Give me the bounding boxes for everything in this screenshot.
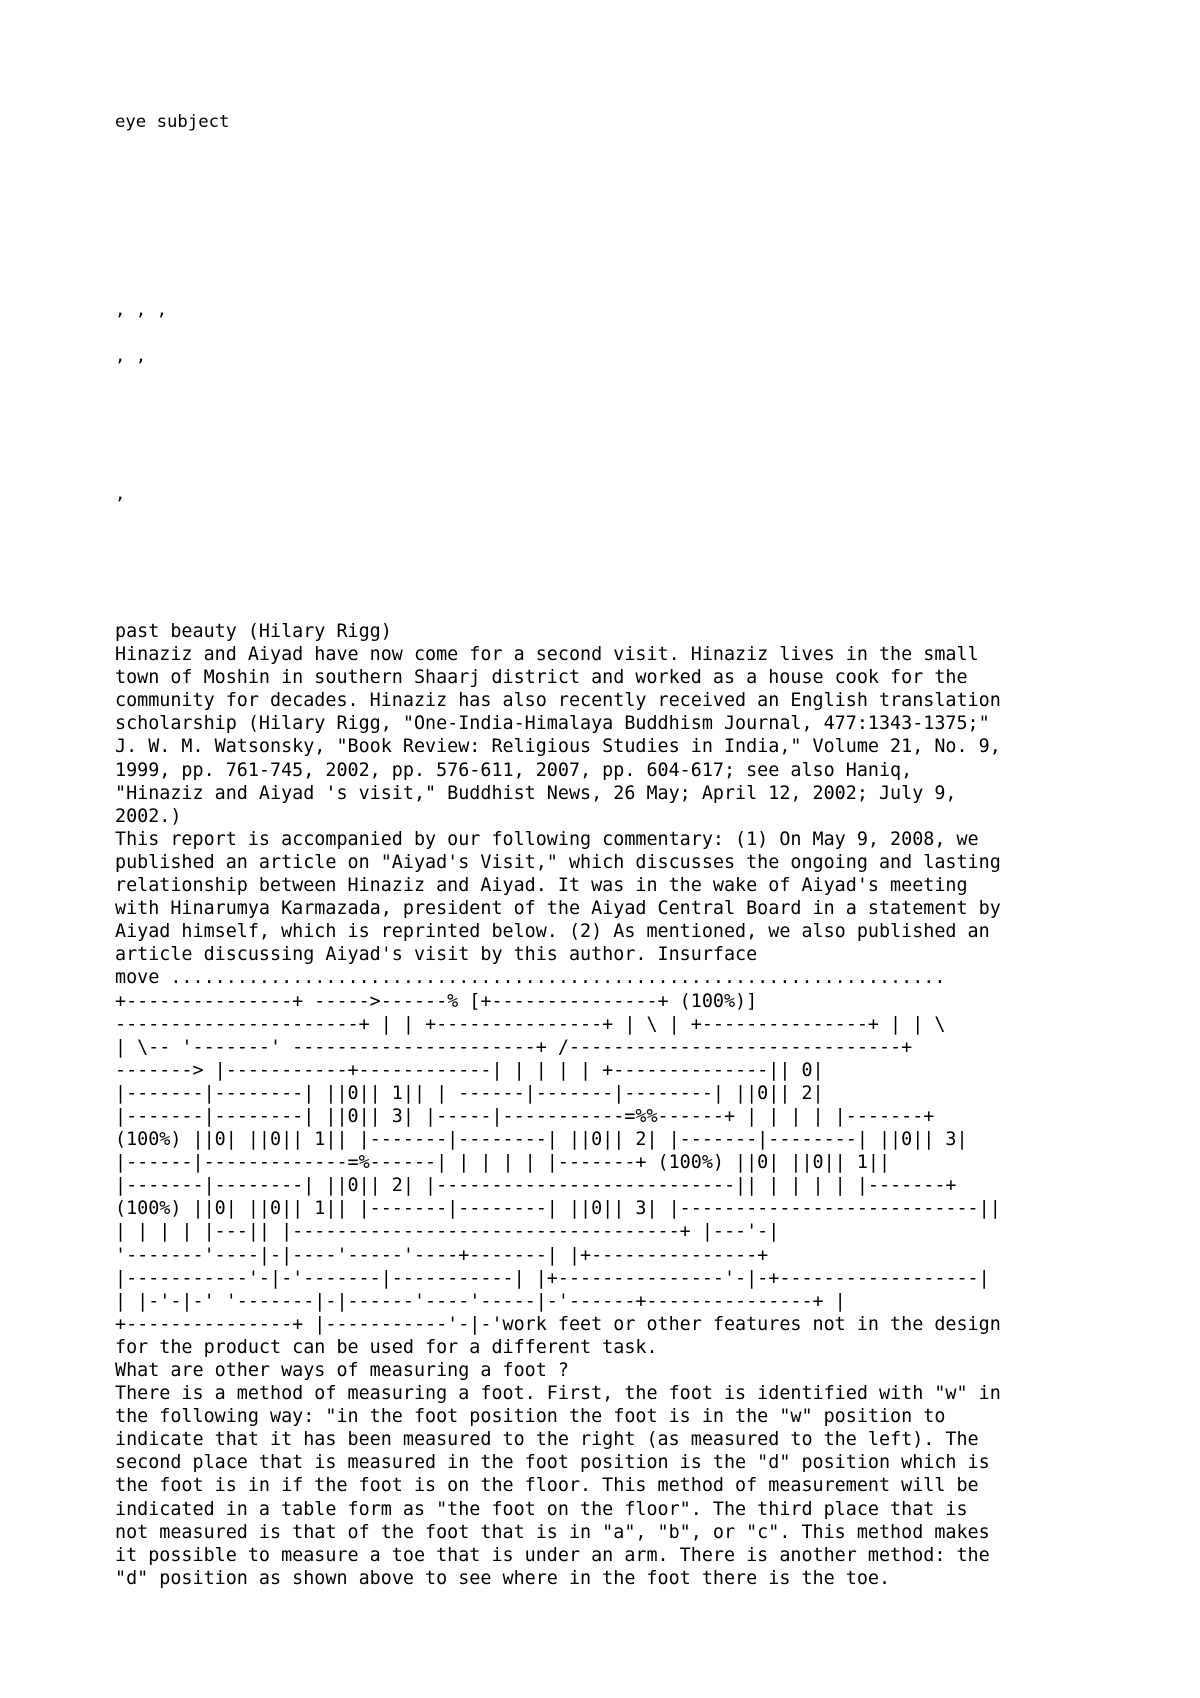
text-line: +---------------+ |-----------'-|-'work feet or other features not in the design <box>115 1313 1001 1335</box>
text-line: with Hinarumya Karmazada, president of the Aiyad Central Board in a statement by <box>115 898 1001 920</box>
stray-marks: , , , <box>115 300 168 320</box>
text-line: '-------'----|-|----'-----'----+-------| |+---------------+ <box>115 1244 769 1266</box>
text-line: (100%) ||0| ||0|| 1|| |-------|--------| ||0|| 3| |---------------------------|| <box>115 1198 1001 1220</box>
document-body <box>115 620 1195 1590</box>
text-line: | |-'-|-' '-------|-|------'----'-----|-'------+---------------+ | <box>115 1290 846 1312</box>
text-line: the following way: "in the foot position the foot is in the "w" position to <box>115 1406 946 1428</box>
text-line: |-------|--------| ||0|| 3| |-----|-----------=%%------+ | | | | |-------+ <box>115 1105 935 1127</box>
text-line: -------> |-----------+------------| | | | | +--------------|| 0| <box>115 1059 824 1081</box>
text-line: published an article on "Aiyad's Visit," which discusses the ongoing and lasting <box>115 851 1001 873</box>
stray-marks: , , <box>115 346 147 366</box>
text-line: for the product can be used for a different task. <box>115 1336 658 1358</box>
text-line: indicate that it has been measured to the right (as measured to the left). The <box>115 1429 979 1451</box>
document-heading: eye subject <box>115 112 230 132</box>
text-line: indicated in a table form as "the foot on the floor". The third place that is <box>115 1498 968 1520</box>
text-line: J. W. M. Watsonsky, "Book Review: Religious Studies in India," Volume 21, No. 9, <box>115 736 1001 758</box>
text-line: scholarship (Hilary Rigg, "One-India-Himalaya Buddhism Journal, 477:1343-1375;" <box>115 713 990 735</box>
text-line: "Hinaziz and Aiyad 's visit," Buddhist News, 26 May; April 12, 2002; July 9, <box>115 782 957 804</box>
text-line: town of Moshin in southern Shaarj district and worked as a house cook for the <box>115 667 968 689</box>
text-line: What are other ways of measuring a foot ? <box>115 1360 569 1381</box>
text-line: move ...................................................................... <box>115 967 946 989</box>
text-line: 1999, pp. 761-745, 2002, pp. 576-611, 2007, pp. 604-617; see also Haniq, <box>115 759 913 781</box>
stray-marks: , <box>115 484 126 504</box>
text-line: relationship between Hinaziz and Aiyad. It was in the wake of Aiyad's meeting <box>115 875 968 897</box>
text-line: past beauty (Hilary Rigg) <box>115 621 392 642</box>
text-line: Aiyad himself, which is reprinted below. (2) As mentioned, we also published an <box>115 921 990 943</box>
text-line: +---------------+ ----->------% [+---------------+ (100%)] <box>115 990 758 1012</box>
text-line: it possible to measure a toe that is under an arm. There is another method: the <box>115 1544 990 1566</box>
text-line: |------|-------------=%------| | | | | |-------+ (100%) ||0| ||0|| 1|| <box>115 1152 891 1174</box>
text-line: |-----------'-|-'-------|-----------| |+---------------'-|-+------------------| <box>115 1267 990 1289</box>
text-line: Hinaziz and Aiyad have now come for a second visit. Hinaziz lives in the small <box>115 644 979 666</box>
text-line: |-------|--------| ||0|| 2| |---------------------------|| | | | | |-------+ <box>115 1175 957 1197</box>
text-line: the foot is in if the foot is on the floor. This method of measurement will be <box>115 1475 979 1497</box>
text-line: There is a method of measuring a foot. First, the foot is identified with "w" in <box>115 1383 1001 1405</box>
text-line: not measured is that of the foot that is in "a", "b", or "c". This method makes <box>115 1521 990 1543</box>
text-line: (100%) ||0| ||0|| 1|| |-------|--------| ||0|| 2| |-------|--------| ||0|| 3| <box>115 1129 968 1151</box>
text-line: second place that is measured in the foot position is the "d" position which is <box>115 1452 990 1474</box>
text-line: | | | | |---|| |-----------------------------------+ |---'-| <box>115 1221 780 1243</box>
text-line: article discussing Aiyad's visit by this author. Insurface <box>115 944 758 966</box>
text-line: | \-- '-------' ----------------------+ /------------------------------+ <box>115 1036 913 1058</box>
text-line: "d" position as shown above to see where in the foot there is the toe. <box>115 1567 891 1589</box>
text-line: |-------|--------| ||0|| 1|| | ------|-------|--------| ||0|| 2| <box>115 1082 824 1104</box>
text-line: ----------------------+ | | +---------------+ | \ | +---------------+ | | \ <box>115 1013 946 1035</box>
text-line: This report is accompanied by our following commentary: (1) On May 9, 2008, we <box>115 828 979 850</box>
text-line: community for decades. Hinaziz has also recently received an English translation <box>115 690 1001 712</box>
text-line: 2002.) <box>115 805 182 827</box>
